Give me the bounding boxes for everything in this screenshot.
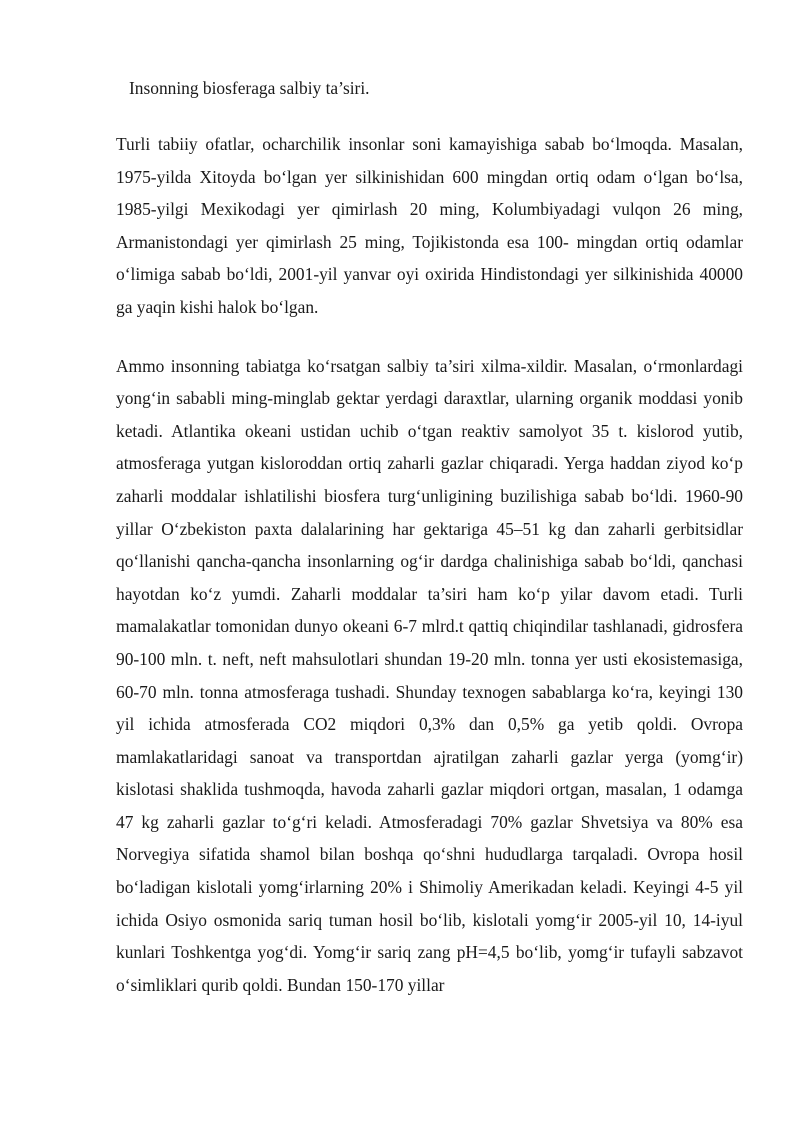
paragraph-natural-disasters: Turli tabiiy ofatlar, ocharchilik insonlar soni kamayishiga sabab bo‘lmoqda. Masalan, 1975-yilda Xitoyda bo‘lgan yer silkinishidan 600 mingdan ortiq odam o‘lgan bo‘lsa, 1985-yilgi Mexikodagi yer qimirlash 20 ming, Kolumbiyadagi vulqon 26 ming, Armanistondagi yer qimirlash 25 ming, Tojikistonda esa 100- mingdan ortiq odamlar o‘limiga sabab bo‘ldi, 2001-yil yanvar oyi oxirida Hindistondagi yer silkinishida 40000 ga yaqin kishi halok bo‘lgan. bbox=[116, 134, 743, 317]
document-title: Insonning biosferaga salbiy ta’siri. bbox=[129, 78, 370, 98]
paragraph-human-impact: Ammo insonning tabiatga ko‘rsatgan salbiy ta’siri xilma-xildir. Masalan, o‘rmonlardagi yong‘in sababli ming-minglab gektar yerdagi daraxtlar, ularning organik moddasi yonib ketadi. Atlantika okeani ustidan uchib o‘tgan reaktiv samolyot 35 t. kislorod yutib, atmosferaga yutgan kisloroddan ortiq zaharli gazlar chiqaradi. Yerga haddan ziyod ko‘p zaharli moddalar ishlatilishi biosfera turg‘unligining buzilishiga sabab bo‘ldi. 1960-90 yillar O‘zbekiston paxta dalalarining har gektariga 45–51 kg dan zaharli gerbitsidlar qo‘llanishi qancha-qancha insonlarning og‘ir dardga chalinishiga sabab bo‘ldi, qanchasi hayotdan ko‘z yumdi. Zaharli moddalar ta’siri ham ko‘p yilar davom etadi. Turli mamalakatlar tomonidan dunyo okeani 6-7 mlrd.t qattiq chiqindilar tashlanadi, gidrosfera 90-100 mln. t. neft, neft mahsulotlari shundan 19-20 mln. tonna yer usti ekosistemasiga, 60-70 mln. tonna atmosferaga tushadi. Shunday texnogen sabablarga ko‘ra, keyingi 130 yil ichida atmosferada CO2 miqdori 0,3% dan 0,5% ga yetib qoldi. Ovropa mamlakatlaridagi sanoat va transportdan ajratilgan zaharli gazlar yerga (yomg‘ir) kislotasi shaklida tushmoqda, havoda zaharli gazlar miqdori ortgan, masalan, 1 odamga 47 kg zaharli gazlar to‘g‘ri keladi. Atmosferadagi 70% gazlar Shvetsiya va 80% esa Norvegiya sifatida shamol bilan boshqa qo‘shni hududlarga tarqaladi. Ovropa hosil bo‘ladigan kislotali yomg‘irlarning 20% i Shimoliy Amerikadan keladi. Keyingi 4-5 yil ichida Osiyo osmonida sariq tuman hosil bo‘lib, kislotali yomg‘ir 2005-yil 10, 14-iyul kunlari Toshkentga yog‘di. Yomg‘ir sariq zang pH=4,5 bo‘lib, yomg‘ir tufayli sabzavot o‘simliklari qurib qoldi. Bundan 150-170 yillar bbox=[116, 355, 743, 995]
